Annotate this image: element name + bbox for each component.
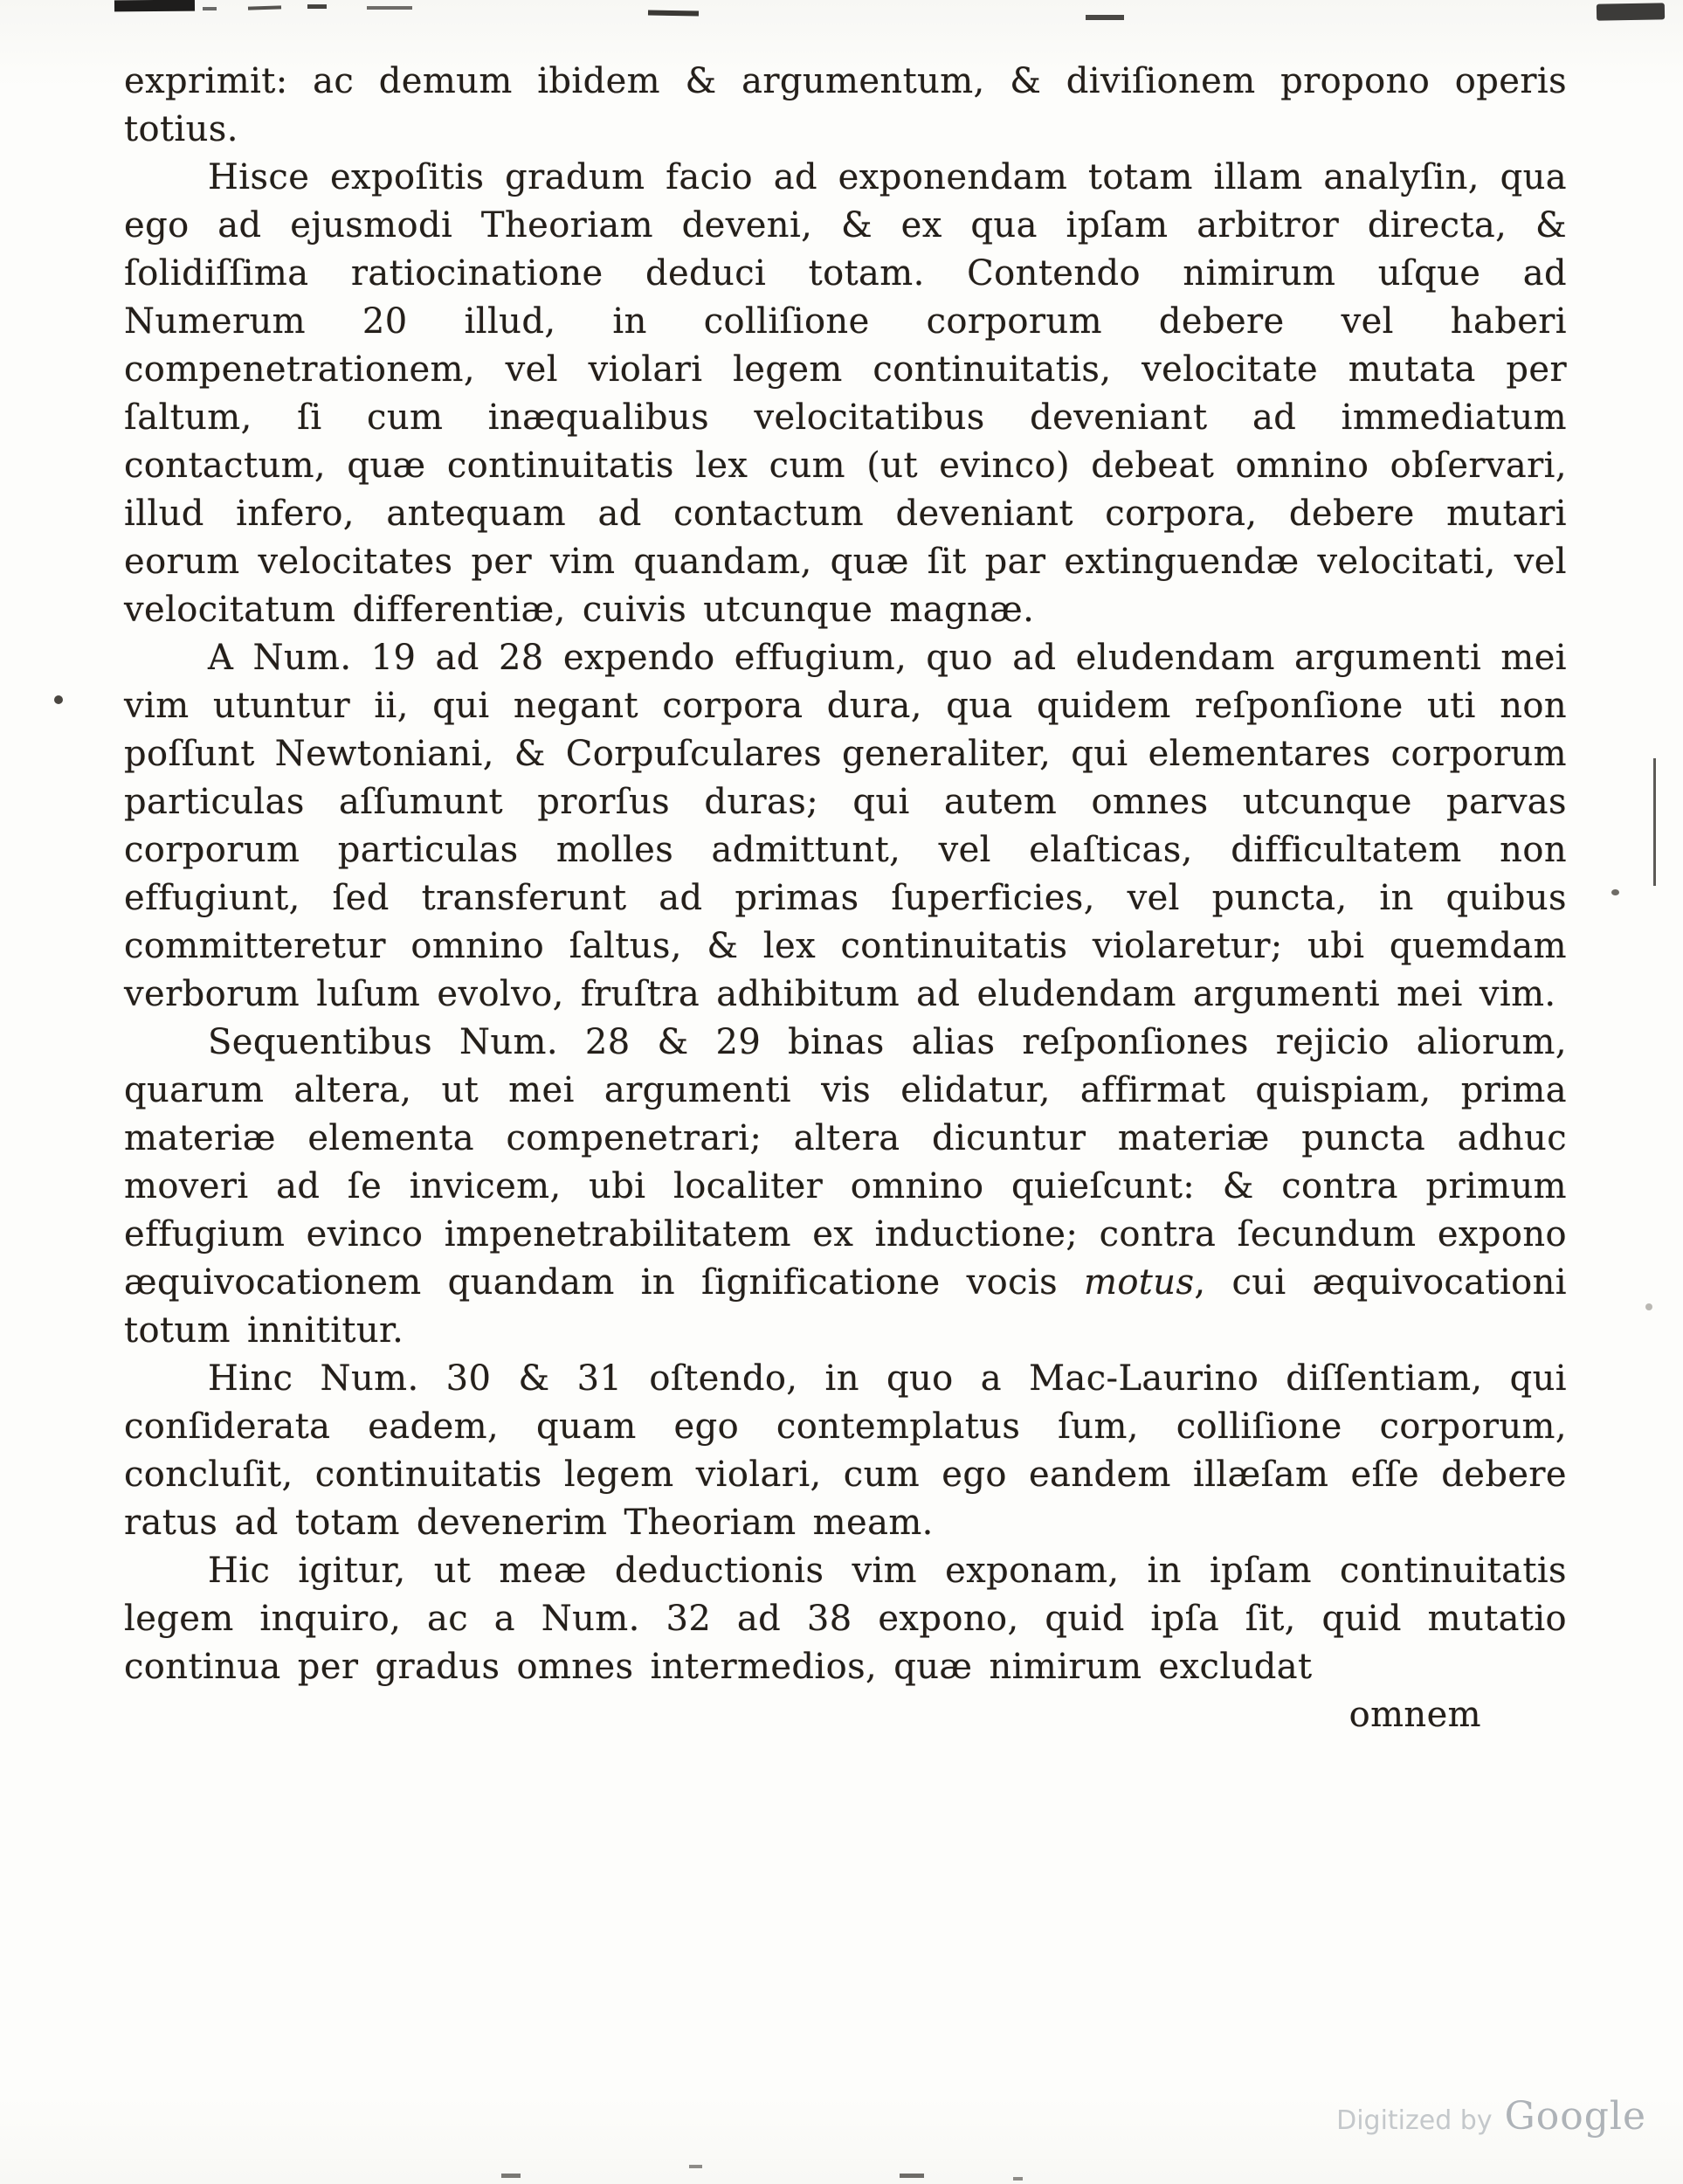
paragraph-text: , cui æquivocationi totum innititur. bbox=[124, 1262, 1567, 1351]
scan-artifact bbox=[1653, 758, 1656, 886]
paragraph-a-num-19 bbox=[124, 634, 1567, 1019]
scan-artifact bbox=[307, 4, 327, 9]
paragraph-text: A Num. 19 ad 28 expendo effugium, quo ad eludendam argumenti mei vim utuntur ii, qui negant corpora dura, qua quidem reſponſione uti non poſſunt Newtoniani, & Corpuſculares generaliter, qui elementares corporum particulas aſſumunt prorſus duras; qui autem omnes utcunque parvas corporum particulas molles admittunt, vel elaſticas, difficultatem non effugiunt, ſed transferunt ad primas ſuperficies, vel puncta, in quibus committeretur omnino ſaltus, & lex continuitatis violaretur; ubi quemdam verborum luſum evolvo, fruſtra adhibitum ad eludendam argumenti mei vim. bbox=[124, 638, 1567, 1014]
paragraph-text: Hisce expoſitis gradum facio ad exponendam totam illam analyſin, qua ego ad ejusmodi Theoriam deveni, & ex qua ipſam arbitror directa, & ſolidiſſima ratiocinatione deduci totam. Contendo nimirum uſque ad Numerum 20 illud, in colliſione corporum debere vel haberi compenetrationem, vel violari legem continuitatis, velocitate mutata per ſaltum, ſi cum inæqualibus velocitatibus deveniant ad immediatum contactum, quæ continuitatis lex cum (ut evinco) debeat omnino obſervari, illud infero, antequam ad contactum deveniant corpora, debere mutari eorum velocitates per vim quandam, quæ ſit par extinguendæ velocitati, vel velocitatum differentiæ, cuivis utcunque magnæ. bbox=[124, 157, 1567, 630]
scan-artifact bbox=[114, 0, 195, 11]
paragraph-continuation bbox=[124, 58, 1567, 154]
scan-artifact bbox=[1645, 1303, 1652, 1310]
paragraph-hinc-num-30 bbox=[124, 1355, 1567, 1547]
google-logo: Google bbox=[1504, 2094, 1646, 2139]
italic-word-motus: motus bbox=[1084, 1262, 1195, 1303]
scan-artifact bbox=[54, 695, 63, 704]
scan-artifact bbox=[248, 5, 281, 10]
catchword: omnem bbox=[1348, 1695, 1481, 1735]
scan-artifact bbox=[648, 10, 699, 16]
scan-artifact bbox=[367, 6, 412, 10]
scan-artifact bbox=[1086, 15, 1124, 20]
scan-artifact bbox=[1597, 3, 1665, 20]
paragraph-text: Hic igitur, ut meæ deductionis vim exponam, in ipſam continuitatis legem inquiro, ac a Num. 32 ad 38 expono, quid ipſa ſit, quid mutatio continua per gradus omnes intermedios, quæ nimirum excludat bbox=[124, 1551, 1567, 1687]
paragraph-text: exprimit: ac demum ibidem & argumentum, & diviſionem propono operis totius. bbox=[124, 61, 1567, 149]
paragraph-sequentibus bbox=[124, 1019, 1567, 1355]
paragraph-text: Hinc Num. 30 & 31 oſtendo, in quo a Mac-Laurino diſſentiam, qui conſiderata eadem, quam ego contemplatus ſum, colliſione corporum, concluſit, continuitatis legem violari, cum ego eandem illæſam eſſe debere ratus ad totam devenerim Theoriam meam. bbox=[124, 1358, 1567, 1543]
google-watermark bbox=[1336, 2094, 1646, 2139]
scan-artifact bbox=[1611, 889, 1619, 895]
text-block bbox=[124, 58, 1567, 1739]
scan-artifact bbox=[501, 2174, 521, 2178]
scan-artifact bbox=[900, 2174, 924, 2178]
watermark-prefix-text: Digitized by bbox=[1336, 2105, 1493, 2136]
scan-artifact bbox=[203, 7, 217, 10]
scan-artifact bbox=[689, 2165, 702, 2168]
paragraph-text: Sequentibus Num. 28 & 29 binas alias reſponſiones rejicio aliorum, quarum altera, ut mei argumenti vis elidatur, affirmat quispiam, prima materiæ elementa compenetrari; altera dicuntur materiæ puncta adhuc moveri ad ſe invicem, ubi localiter omnino quieſcunt: & contra primum effugium evinco impenetrabilitatem ex inductione; contra ſecundum expono æquivocationem quandam in ſignificatione vocis bbox=[124, 1022, 1567, 1303]
paragraph-hic-igitur bbox=[124, 1547, 1567, 1691]
paragraph-hisce-expositis bbox=[124, 154, 1567, 634]
scan-artifact bbox=[1013, 2177, 1023, 2181]
